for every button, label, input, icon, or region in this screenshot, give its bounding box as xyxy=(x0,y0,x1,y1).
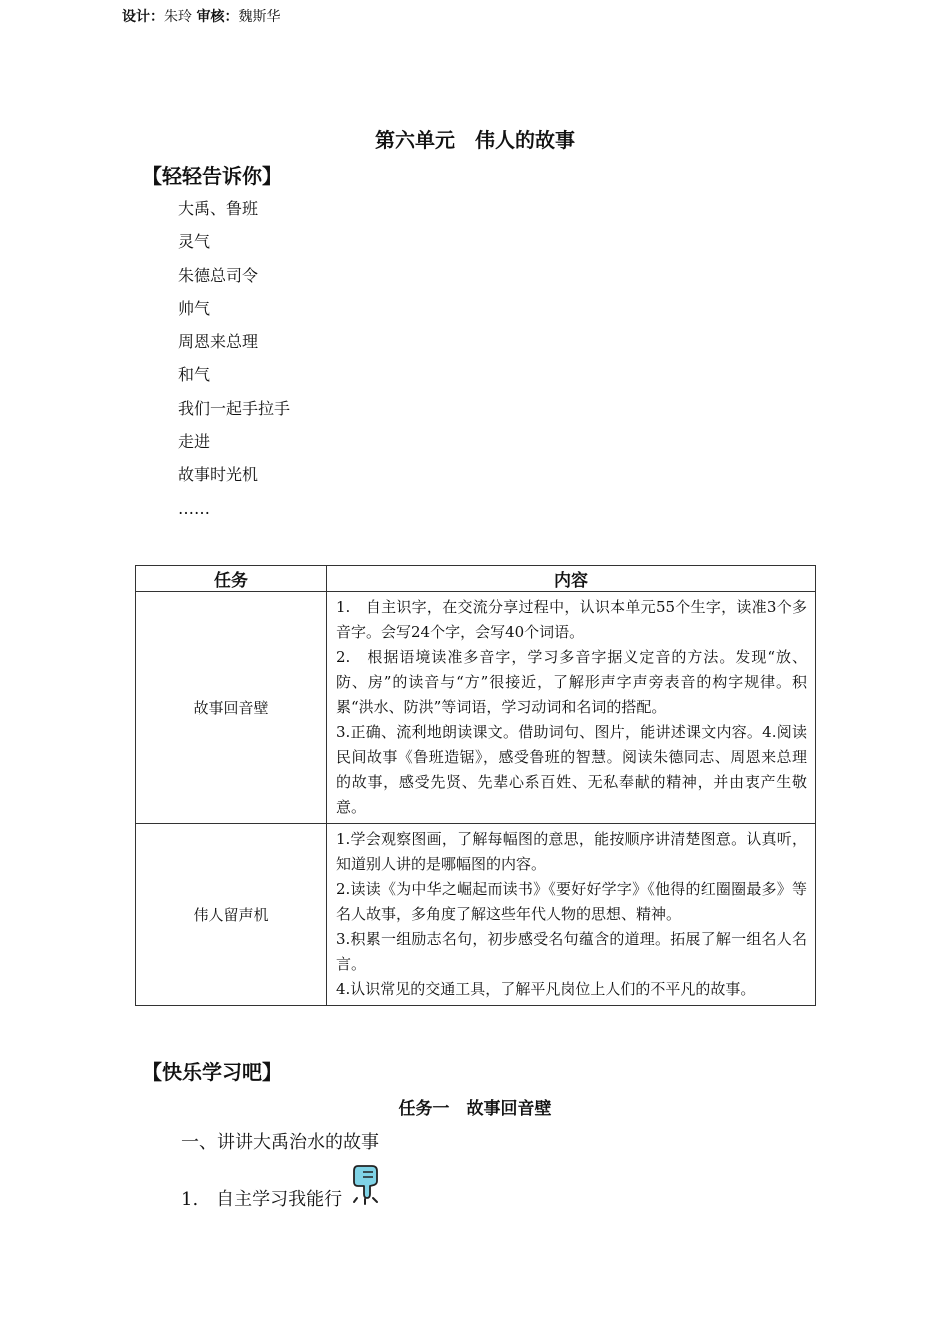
page-header xyxy=(122,6,280,26)
list-item: 和气 xyxy=(178,365,211,385)
unit-title: 第六单元 伟人的故事 xyxy=(375,128,575,152)
list-item: …… xyxy=(178,498,210,518)
thumbs-down-icon xyxy=(352,1163,386,1209)
list-item: 帅气 xyxy=(178,298,211,318)
column-header-task: 任务 xyxy=(136,566,327,592)
list-item: 周恩来总理 xyxy=(178,332,259,352)
task-name-cell: 伟人留声机 xyxy=(136,824,327,1006)
subsection-title: 一、讲讲大禹治水的故事 xyxy=(181,1132,379,1153)
task-content-cell xyxy=(327,592,816,824)
task-content-cell xyxy=(327,824,816,1006)
list-item: 大禹、鲁班 xyxy=(178,199,259,218)
task1-title: 任务一 故事回音壁 xyxy=(398,1099,552,1119)
self-study-label: 1. 自主学习我能行 xyxy=(181,1189,343,1210)
content-line: 3.积累一组励志名句，初步感受名句蕴含的道理。拓展了解一组名人名言。 xyxy=(336,930,807,973)
designer-name: 朱玲 xyxy=(164,9,192,25)
table-row xyxy=(136,824,816,1006)
task-table xyxy=(135,565,816,1006)
task-name-cell: 故事回音壁 xyxy=(136,592,327,824)
column-header-content: 内容 xyxy=(327,566,816,592)
reviewer-name: 魏斯华 xyxy=(238,9,281,25)
list-item: 朱德总司令 xyxy=(178,265,259,285)
list-item: 故事时光机 xyxy=(178,465,259,485)
section-heading-tips: 【轻轻告诉你】 xyxy=(142,164,282,188)
content-line: 1.学会观察图画，了解每幅图的意思，能按顺序讲清楚图意。认真听，知道别人讲的是哪幅图的内容。 xyxy=(336,830,807,873)
list-item: 灵气 xyxy=(178,232,211,252)
list-item: 我们一起手拉手 xyxy=(178,398,291,418)
content-line: 3.正确、流利地朗读课文。借助词句、图片，能讲述课文内容。4.阅读民间故事《鲁班造锯》，感受鲁班的智慧。阅读朱德同志、周恩来总理的故事，感受先贤、先辈心系百姓、无私奉献的精神，并由衷产生敬意。 xyxy=(336,723,807,816)
section-heading-learning: 【快乐学习吧】 xyxy=(142,1060,282,1084)
table-header-row xyxy=(136,566,816,592)
tips-list xyxy=(178,196,290,529)
design-label: 设计： xyxy=(122,9,164,25)
review-label: 审核： xyxy=(196,9,239,25)
list-item: 走进 xyxy=(178,432,211,452)
content-line: 1. 自主识字，在交流分享过程中，认识本单元55个生字，读准3个多音字。会写24个字，会写40个词语。 xyxy=(336,598,807,641)
content-line: 2.读读《为中华之崛起而读书》《要好好学字》《他得的红圈圈最多》等名人故事，多角度了解这些年代人物的思想、精神。 xyxy=(336,880,807,923)
content-line: 4.认识常见的交通工具，了解平凡岗位上人们的不平凡的故事。 xyxy=(336,980,756,998)
content-line: 2. 根据语境读准多音字，学习多音字据义定音的方法。发现“放、防、房”的读音与“方”很接近，了解形声字声旁表音的构字规律。积累“洪水、防洪”等词语，学习动词和名词的搭配。 xyxy=(336,648,807,716)
table-row xyxy=(136,592,816,824)
